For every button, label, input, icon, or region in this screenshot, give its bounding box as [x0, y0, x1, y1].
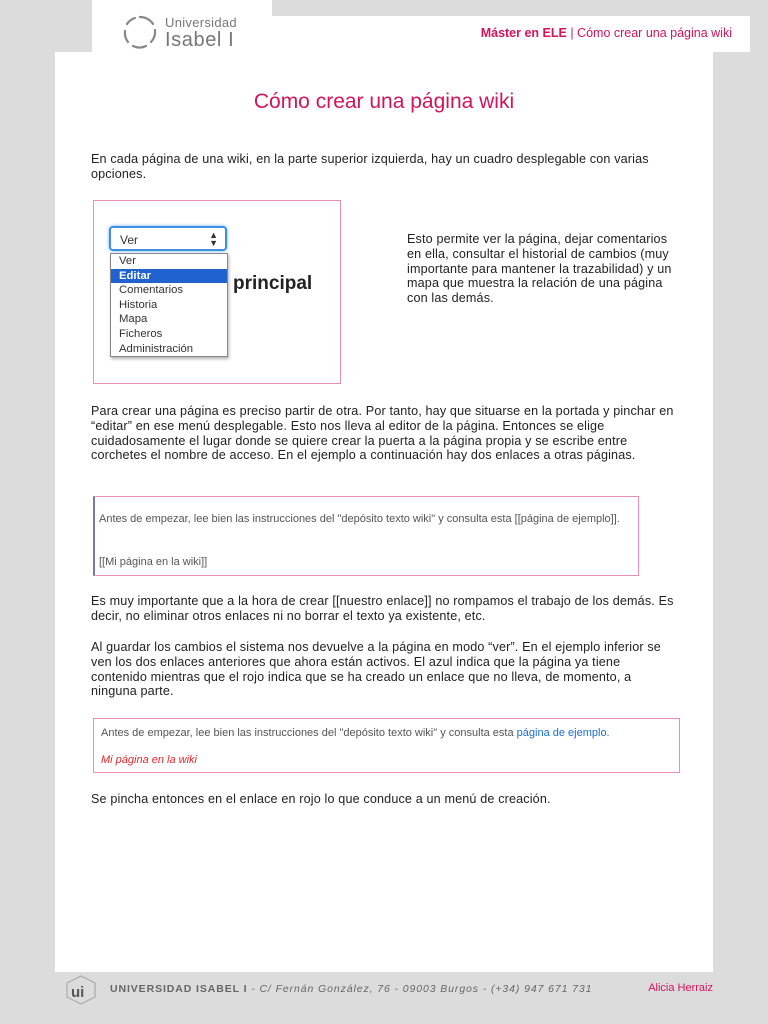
footer-address: [110, 983, 592, 995]
program-name: Máster en ELE: [480, 26, 567, 40]
link-new-page[interactable]: Mi página en la wiki: [101, 754, 197, 766]
paragraph-create-page: Para crear una página es preciso partir de otra. Por tanto, hay que situarse en la portada y pinchar en “editar” en ese menú desplegable. Esto nos lleva al editor de la página. Entonces se elige cuidadosamente el lugar donde se quiere crear la puerta a la página propia y se escribe entre corchetes el nombre de acceso. En el ejemplo a continuación hay dos enlaces a otras páginas.: [91, 404, 674, 463]
paragraph-click-red-link: Se pincha entonces en el enlace en rojo lo que conduce a un menú de creación.: [91, 792, 551, 806]
header-separator: |: [566, 26, 578, 40]
document-page: [55, 52, 713, 972]
rendered-text: Antes de empezar, lee bien las instrucciones del "depósito texto wiki" y consulta esta: [101, 727, 517, 739]
dropdown-option-editar[interactable]: Editar: [111, 269, 227, 284]
editor-text-line-1: Antes de empezar, lee bien las instrucciones del "depósito texto wiki" y consulta esta [[página de ejemplo]].: [99, 513, 620, 525]
view-dropdown-menu: [110, 253, 228, 357]
select-arrows-icon: ▲ ▼: [209, 230, 218, 248]
link-existing-page[interactable]: página de ejemplo.: [516, 727, 610, 739]
footer-org: UNIVERSIDAD ISABEL I: [110, 983, 248, 995]
rendered-text-line-1: [101, 727, 610, 739]
view-select-value: Ver: [120, 233, 139, 247]
logo-small-text: Universidad: [165, 15, 237, 30]
figure-editor-text: [93, 496, 639, 576]
editor-text-line-2: [[Mi página en la wiki]]: [99, 556, 208, 568]
logo-big-text: Isabel I: [165, 29, 235, 51]
header-bar: [272, 16, 750, 52]
footer-address-text: - C/ Fernán González, 76 - 09003 Burgos - (+34) 947 671 731: [247, 983, 593, 995]
figure-rendered-links: [93, 718, 680, 773]
dropdown-option-ficheros[interactable]: Ficheros: [119, 327, 163, 340]
paragraph-warning: Es muy importante que a la hora de crear [[nuestro enlace]] no rompamos el trabajo de los demás. Es decir, no eliminar otros enlaces ni no borrar el texto ya existente, etc.: [91, 594, 674, 623]
dropdown-option-mapa[interactable]: Mapa: [119, 313, 148, 326]
footer-author: Alicia Herraiz: [648, 982, 713, 994]
dropdown-option-historia[interactable]: Historia: [119, 298, 158, 311]
header-text: [481, 26, 732, 40]
dropdown-option-ver[interactable]: Ver: [119, 255, 136, 267]
figure-dropdown-screenshot: [93, 200, 341, 384]
paragraph-dropdown-explanation: Esto permite ver la página, dejar comentarios en ella, consultar el historial de cambios (muy importante para mantener la trazabilidad) y un mapa que muestra la relación de una página con las demás.: [407, 232, 672, 306]
footer-logo-icon: [63, 975, 99, 1005]
dropdown-option-administracion[interactable]: Administración: [119, 342, 194, 355]
footer-logo-text: ui: [71, 984, 85, 1001]
view-select[interactable]: [109, 226, 227, 251]
page-title: Cómo crear una página wiki: [253, 90, 515, 113]
paragraph-intro: En cada página de una wiki, en la parte superior izquierda, hay un cuadro desplegable con varias opciones.: [91, 152, 649, 181]
university-logo: [92, 0, 272, 52]
paragraph-save-changes: Al guardar los cambios el sistema nos devuelve a la página en modo “ver”. En el ejemplo inferior se ven los dos enlaces anteriores que ahora están activos. El azul indica que la página ya tiene contenido mientras que el rojo indica que se ha creado un enlace que no lleva, de momento, a ninguna parte.: [91, 640, 661, 699]
dropdown-option-comentarios[interactable]: Comentarios: [119, 284, 184, 297]
page-heading-fragment: principal: [233, 273, 313, 294]
header-doc-title: Cómo crear una página wiki: [577, 26, 732, 40]
university-logo-icon: [122, 14, 158, 50]
